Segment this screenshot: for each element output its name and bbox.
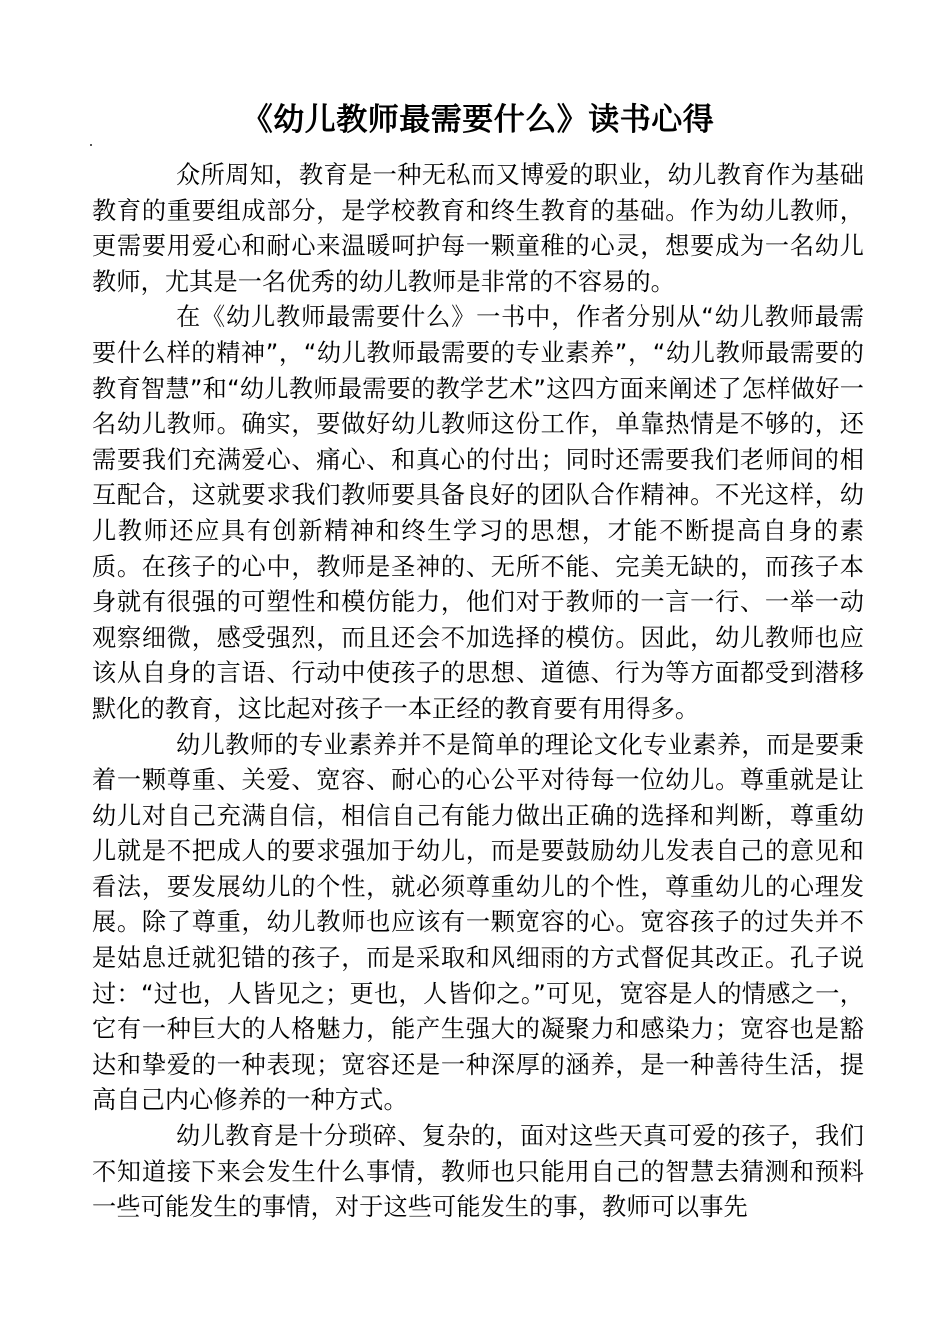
stray-dot-mark xyxy=(92,142,864,158)
document-title: 《幼儿教师最需要什么》读书心得 xyxy=(241,102,715,138)
paragraph-1: 众所周知，教育是一种无私而又博爱的职业，幼儿教育作为基础教育的重要组成部分，是学校教育和终生教育的基础。作为幼儿教师，更需要用爱心和耐心来温暖呵护每一颗童稚的心灵，想要成为一名幼儿教师，尤其是一名优秀的幼儿教师是非常的不容易的。 xyxy=(92,161,864,296)
paragraph-2: 在《幼儿教师最需要什么》一书中，作者分别从“幼儿教师最需要什么样的精神”，“幼儿教师最需要的专业素养”，“幼儿教师最需要的教育智慧”和“幼儿教师最需要的教学艺术”这四方面来阐述了怎样做好一名幼儿教师。确实，要做好幼儿教师这份工作，单靠热情是不够的，还需要我们充满爱心、痛心、和真心的付出；同时还需要我们老师间的相互配合，这就要求我们教师要具备良好的团队合作精神。不光这样，幼儿教师还应具有创新精神和终生学习的思想，才能不断提高自身的素质。在孩子的心中，教师是圣神的、无所不能、完美无缺的，而孩子本身就有很强的可塑性和模仿能力，他们对于教师的一言一行、一举一动观察细微，感受强烈，而且还会不加选择的模仿。因此，幼儿教师也应该从自身的言语、行动中使孩子的思想、道德、行为等方面都受到潜移默化的教育，这比起对孩子一本正经的教育要有用得多。 xyxy=(92,303,864,723)
paragraph-3: 幼儿教师的专业素养并不是简单的理论文化专业素养，而是要秉着一颗尊重、关爱、宽容、耐心的心公平对待每一位幼儿。尊重就是让幼儿对自己充满自信，相信自己有能力做出正确的选择和判断，尊重幼儿就是不把成人的要求强加于幼儿，而是要鼓励幼儿发表自己的意见和看法，要发展幼儿的个性，就必须尊重幼儿的个性，尊重幼儿的心理发展。除了尊重，幼儿教师也应该有一颗宽容的心。宽容孩子的过失并不是姑息迁就犯错的孩子，而是采取和风细雨的方式督促其改正。孔子说过：“过也，人皆见之；更也，人皆仰之。”可见，宽容是人的情感之一，它有一种巨大的人格魅力，能产生强大的凝聚力和感染力；宽容也是豁达和挚爱的一种表现；宽容还是一种深厚的涵养，是一种善待生活，提高自己内心修养的一种方式。 xyxy=(92,730,864,1115)
paragraph-4: 幼儿教育是十分琐碎、复杂的，面对这些天真可爱的孩子，我们不知道接下来会发生什么事情，教师也只能用自己的智慧去猜测和预料一些可能发生的事情，对于这些可能发生的事，教师可以事先 xyxy=(92,1122,864,1222)
